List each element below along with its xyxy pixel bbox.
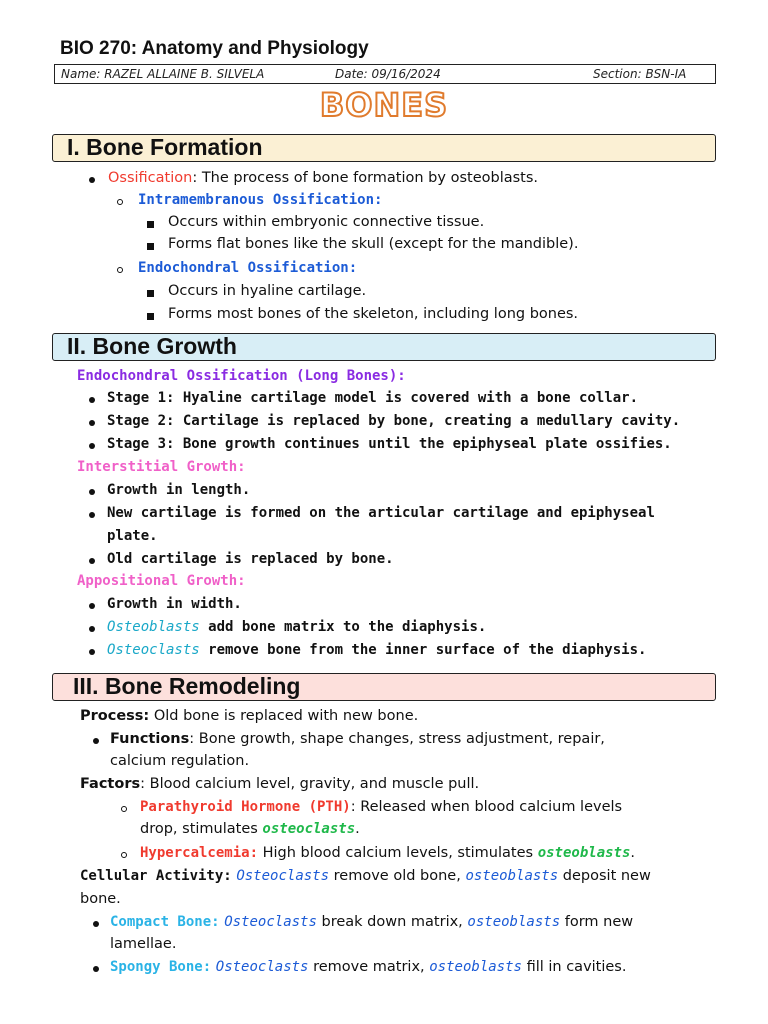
spongy-osteoblasts: osteoblasts bbox=[429, 959, 522, 975]
course-title: BIO 270: Anatomy and Physiology bbox=[60, 38, 369, 59]
hypercalcemia-line bbox=[140, 845, 635, 861]
pth-line-2 bbox=[140, 821, 360, 837]
interstitial-point-2b: plate. bbox=[107, 528, 158, 544]
cellular-osteoclasts: Osteoclasts bbox=[236, 868, 330, 884]
cellular-activity-label: Cellular Activity: bbox=[80, 868, 232, 884]
endochondral-point-2: Forms most bones of the skeleton, including long bones. bbox=[168, 306, 579, 322]
functions-line bbox=[110, 731, 605, 747]
osteoclasts-term: Osteoclasts bbox=[107, 642, 200, 658]
bullet-icon bbox=[147, 313, 154, 320]
pth-osteoclasts: osteoclasts bbox=[262, 821, 356, 837]
section-3-heading: III. Bone Remodeling bbox=[52, 673, 716, 701]
bullet-icon bbox=[89, 512, 95, 518]
cellular-text-1: remove old bone, bbox=[329, 868, 466, 884]
section-1-heading: I. Bone Formation bbox=[52, 134, 716, 162]
bullet-icon bbox=[147, 221, 154, 228]
appositional-point-1: Growth in width. bbox=[107, 596, 242, 612]
cellular-text-2: deposit new bbox=[558, 868, 651, 884]
functions-text: : Bone growth, shape changes, stress adjustment, repair, bbox=[189, 731, 605, 747]
spongy-text-2: fill in cavities. bbox=[521, 959, 627, 975]
process-line bbox=[80, 708, 418, 724]
section: Section: BSN-IA bbox=[593, 67, 687, 81]
bullet-icon bbox=[147, 243, 154, 250]
date: Date: 09/16/2024 bbox=[335, 67, 441, 81]
bullet-icon bbox=[93, 966, 99, 972]
endochondral-point-1: Occurs in hyaline cartilage. bbox=[168, 283, 367, 299]
intramembranous-label: Intramembranous Ossification: bbox=[138, 192, 383, 208]
compact-osteoblasts: osteoblasts bbox=[467, 914, 561, 930]
bullet-icon bbox=[93, 738, 99, 744]
interstitial-point-3: Old cartilage is replaced by bone. bbox=[107, 551, 394, 567]
ossification-line bbox=[108, 170, 538, 186]
spongy-osteoclasts: Osteoclasts bbox=[215, 959, 309, 975]
process-label: Process: bbox=[80, 708, 150, 724]
section-2-heading: II. Bone Growth bbox=[52, 333, 716, 361]
spongy-text-1: remove matrix, bbox=[308, 959, 430, 975]
hypercalcemia-end: . bbox=[630, 845, 636, 861]
spongy-bone-label: Spongy Bone: bbox=[110, 959, 212, 975]
bullet-icon bbox=[89, 603, 95, 609]
intramembranous-point-2: Forms flat bones like the skull (except for the mandible). bbox=[168, 236, 579, 252]
cellular-activity-line bbox=[80, 868, 651, 884]
spongy-bone-line bbox=[110, 959, 626, 975]
pth-line bbox=[140, 799, 622, 815]
name-bar bbox=[54, 64, 716, 84]
cellular-osteoblasts: osteoblasts bbox=[465, 868, 559, 884]
bullet-icon bbox=[89, 558, 95, 564]
appositional-label: Appositional Growth: bbox=[77, 573, 246, 589]
appositional-point-2 bbox=[107, 619, 486, 635]
bullet-icon bbox=[89, 649, 95, 655]
endochondral-label: Endochondral Ossification: bbox=[138, 260, 358, 276]
bullet-icon bbox=[89, 397, 95, 403]
compact-bone-label: Compact Bone: bbox=[110, 914, 220, 930]
stage-1: Stage 1: Hyaline cartilage model is covered with a bone collar. bbox=[107, 390, 639, 406]
bullet-icon bbox=[121, 852, 127, 858]
ossification-text: : The process of bone formation by osteoblasts. bbox=[192, 170, 539, 186]
appositional-point-3 bbox=[107, 642, 646, 658]
osteoblasts-term: Osteoblasts bbox=[107, 619, 200, 635]
pth-label: Parathyroid Hormone (PTH) bbox=[140, 799, 351, 815]
pth-text-2: drop, stimulates bbox=[140, 821, 263, 837]
factors-line bbox=[80, 776, 479, 792]
hypercalcemia-label: Hypercalcemia: bbox=[140, 845, 259, 861]
bullet-icon bbox=[89, 177, 95, 183]
bullet-icon bbox=[89, 420, 95, 426]
factors-label: Factors bbox=[80, 776, 141, 792]
compact-text-2: form new bbox=[560, 914, 634, 930]
compact-text-1: break down matrix, bbox=[316, 914, 468, 930]
functions-label: Functions bbox=[110, 731, 190, 747]
bullet-icon bbox=[117, 199, 123, 205]
interstitial-label: Interstitial Growth: bbox=[77, 459, 246, 475]
interstitial-point-1: Growth in length. bbox=[107, 482, 251, 498]
compact-osteoclasts: Osteoclasts bbox=[224, 914, 317, 930]
stage-3: Stage 3: Bone growth continues until the epiphyseal plate ossifies. bbox=[107, 436, 672, 452]
pth-end: . bbox=[355, 821, 360, 837]
ossification-term: Ossification bbox=[108, 170, 193, 186]
hypercalcemia-text: High blood calcium levels, stimulates bbox=[258, 845, 538, 861]
appositional-point-2-text: add bone matrix to the diaphysis. bbox=[199, 619, 487, 635]
pth-text: : Released when blood calcium levels bbox=[350, 799, 623, 815]
appositional-point-3-text: remove bone from the inner surface of the diaphysis. bbox=[199, 642, 647, 658]
endochondral-long-bones-label: Endochondral Ossification (Long Bones): bbox=[77, 368, 406, 384]
intramembranous-point-1: Occurs within embryonic connective tissue. bbox=[168, 214, 485, 230]
factors-text: : Blood calcium level, gravity, and muscle pull. bbox=[140, 776, 480, 792]
bullet-icon bbox=[117, 267, 123, 273]
student-name: Name: RAZEL ALLAINE B. SILVELA bbox=[61, 67, 265, 81]
bullet-icon bbox=[121, 806, 127, 812]
bullet-icon bbox=[93, 921, 99, 927]
bullet-icon bbox=[89, 626, 95, 632]
cellular-activity-line-2: bone. bbox=[80, 891, 121, 907]
hypercalcemia-osteoblasts: osteoblasts bbox=[537, 845, 631, 861]
bullet-icon bbox=[89, 443, 95, 449]
interstitial-point-2a: New cartilage is formed on the articular cartilage and epiphyseal bbox=[107, 505, 655, 521]
page-title: BONES bbox=[319, 86, 449, 124]
stage-2: Stage 2: Cartilage is replaced by bone, creating a medullary cavity. bbox=[107, 413, 681, 429]
compact-bone-line bbox=[110, 914, 633, 930]
bullet-icon bbox=[147, 290, 154, 297]
process-text: Old bone is replaced with new bone. bbox=[149, 708, 419, 724]
compact-bone-line-2: lamellae. bbox=[110, 936, 177, 952]
functions-line-2: calcium regulation. bbox=[110, 753, 250, 769]
bullet-icon bbox=[89, 489, 95, 495]
